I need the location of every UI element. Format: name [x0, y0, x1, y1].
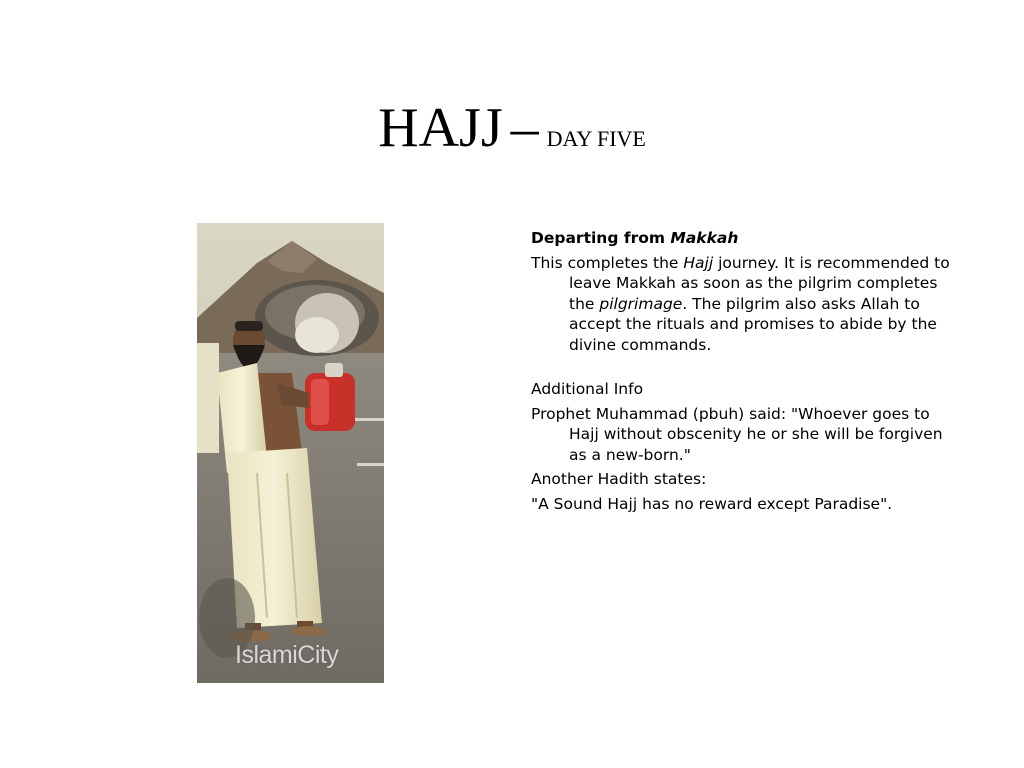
slide-content — [531, 228, 951, 518]
section-heading — [531, 228, 951, 249]
emphasis-hajj: Hajj — [683, 253, 714, 272]
slide-title — [0, 97, 1024, 159]
hadith-quote-1: Prophet Muhammad (pbuh) said: "Whoever goes to Hajj without obscenity he or she will be forgiven as a new-born." — [531, 404, 943, 464]
heading-emphasis: Makkah — [670, 229, 739, 247]
paragraph-text: . The pilgrim also asks Allah to accept the rituals and promises to abide by the divine commands. — [569, 294, 937, 354]
title-dash: – — [510, 97, 539, 159]
paragraph-text: journey. It is recommended to leave Makkah as soon as the pilgrim completes the — [569, 253, 950, 313]
emphasis-pilgrimage: pilgrimage — [599, 294, 683, 313]
islamicity-watermark: IslamiCity — [235, 641, 339, 669]
additional-info-label: Additional Info — [531, 380, 644, 398]
journey-paragraph — [531, 253, 951, 356]
paragraph-text: This completes the — [531, 253, 684, 272]
title-subtitle: DAY FIVE — [546, 126, 646, 151]
hadith-quote-2: "A Sound Hajj has no reward except Paradise". — [531, 494, 893, 513]
another-hadith-label: Another Hadith states: — [531, 470, 707, 488]
pilgrim-photo — [197, 223, 384, 683]
title-main: HAJJ — [378, 97, 503, 159]
heading-text: Departing from — [531, 229, 671, 247]
